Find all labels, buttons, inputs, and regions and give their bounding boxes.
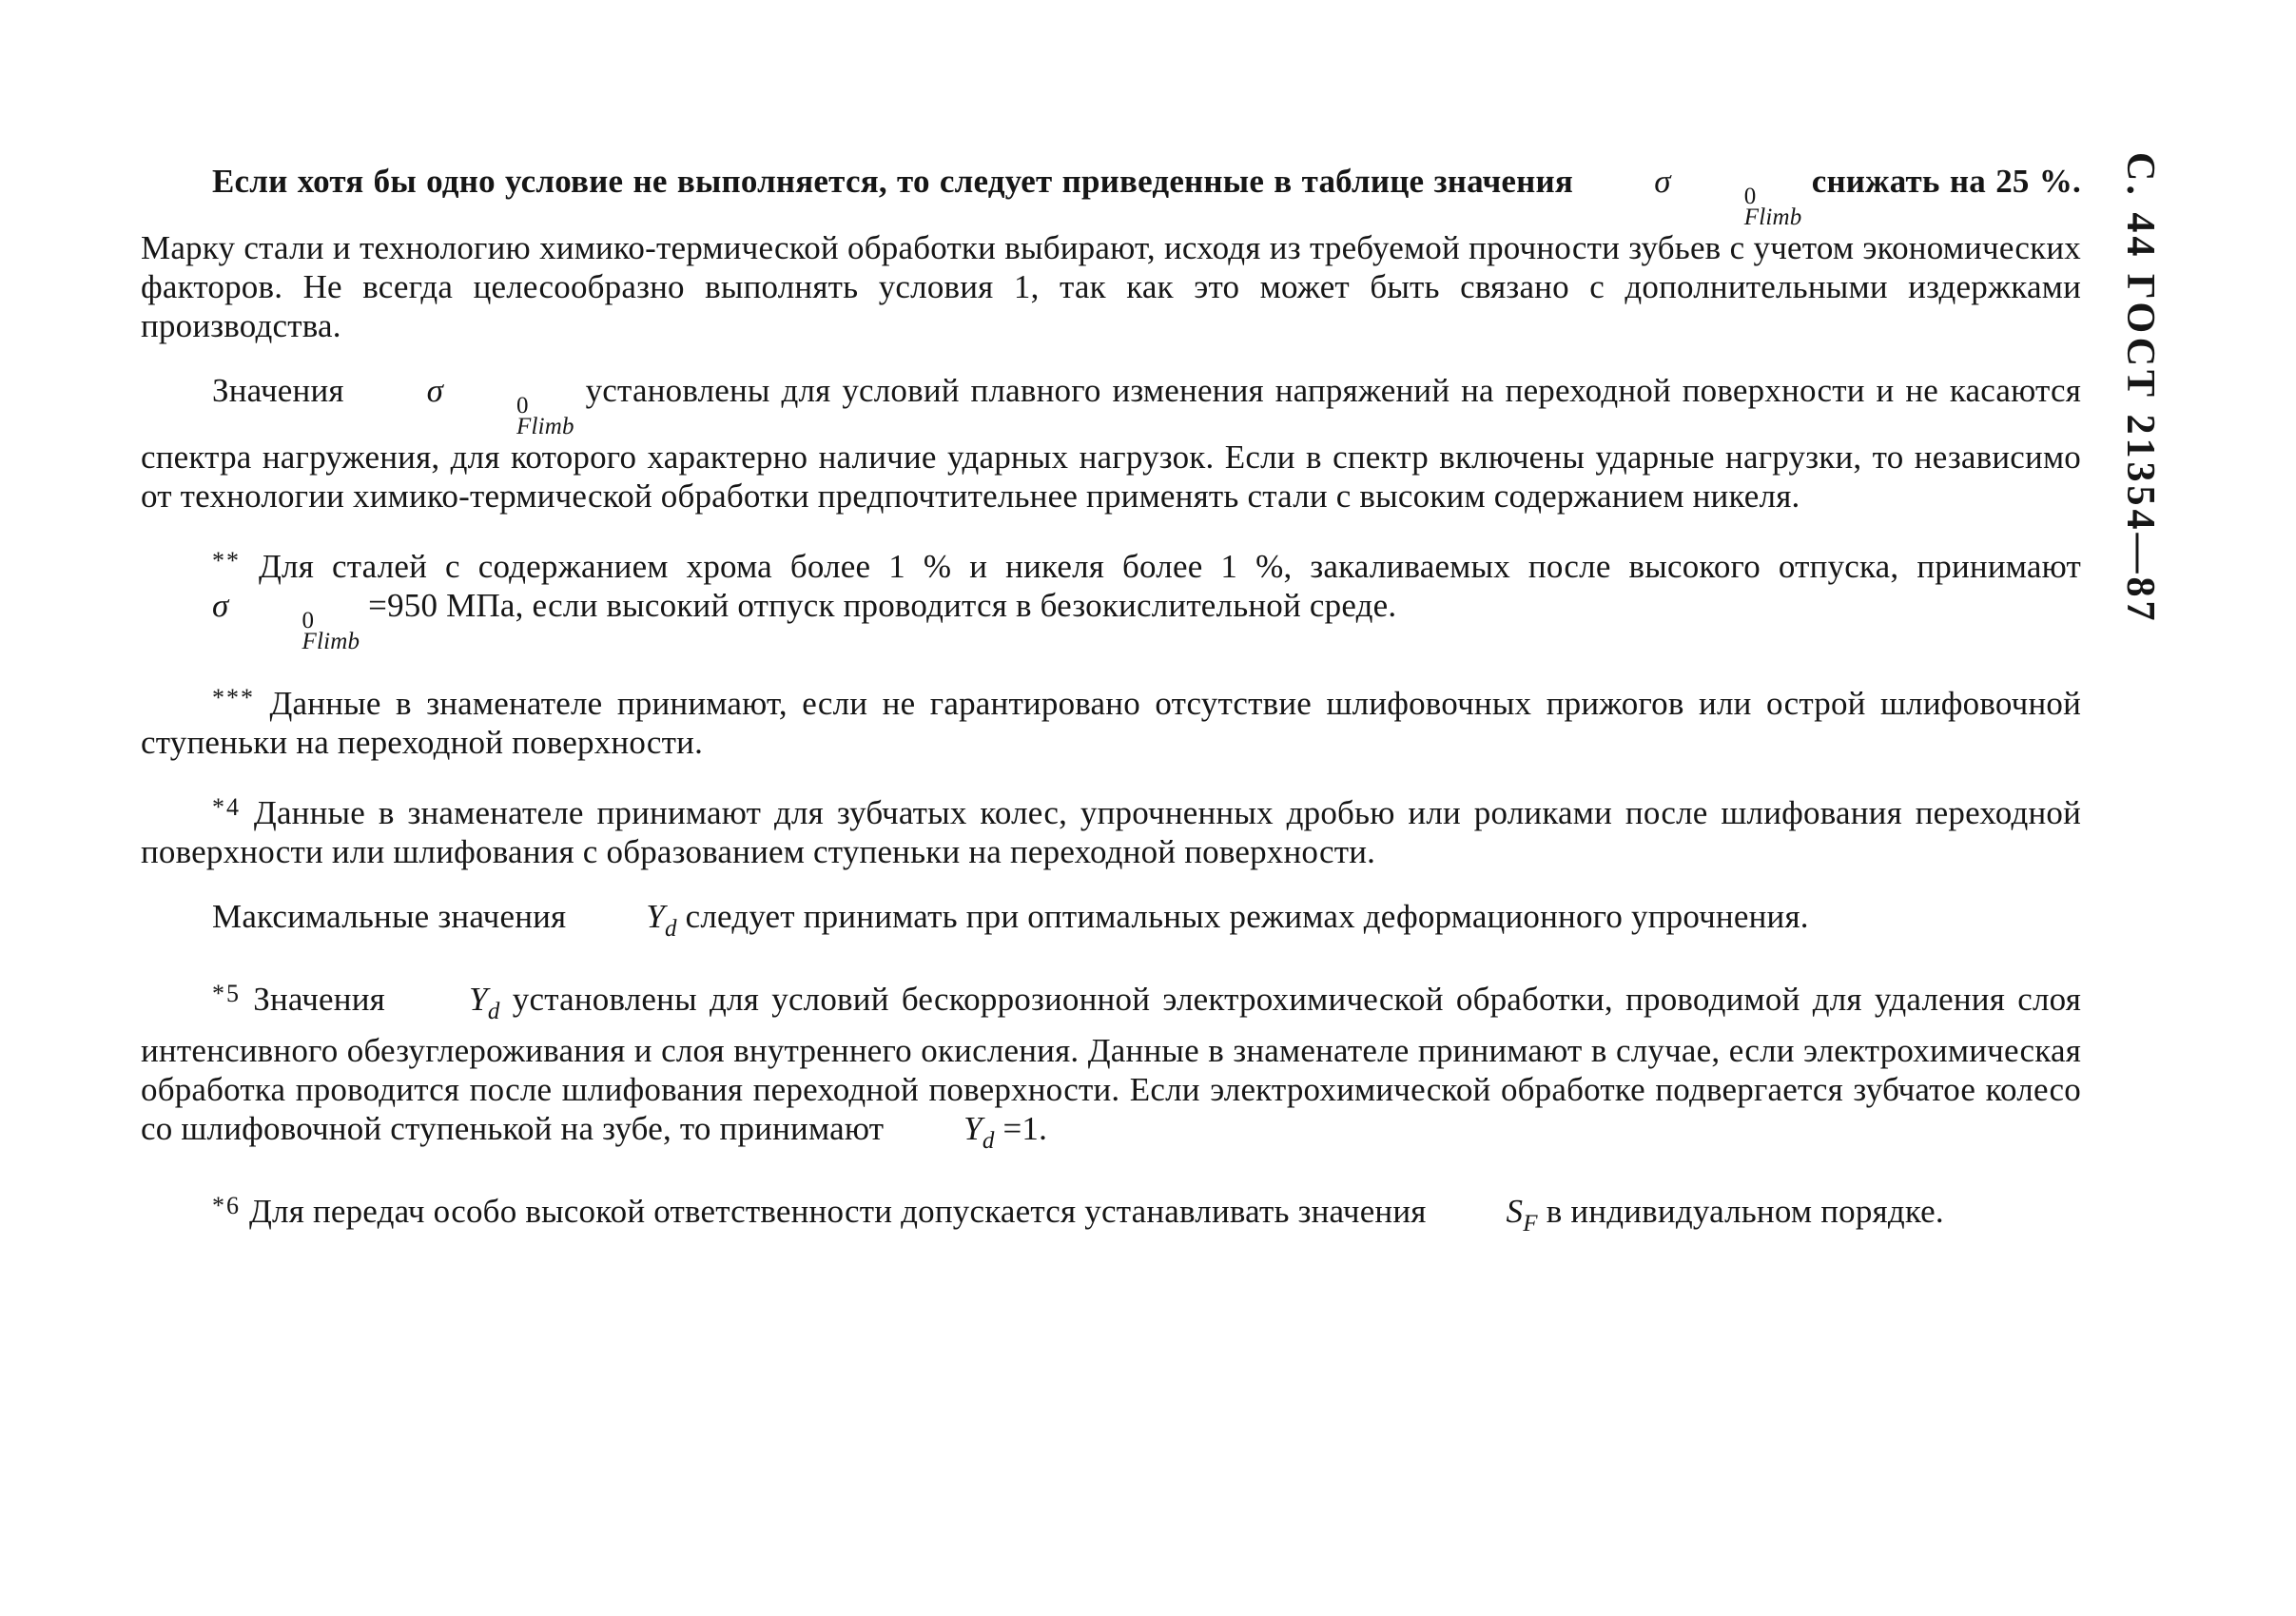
p6-text-b: следует принимать при оптимальных режимах деформационного упрочнения. <box>685 898 1809 935</box>
footnote-double-star <box>141 541 2081 652</box>
p1-text-b: снижать на 25 %. <box>1811 163 2081 200</box>
footnote-5 <box>141 974 2081 1160</box>
footnote-4 <box>141 788 2081 871</box>
sigma-flimb-symbol: σ 0 Flimb <box>212 587 360 654</box>
footnote-mark: *4 <box>212 793 241 821</box>
paragraph-max-yd <box>141 897 2081 948</box>
p7-text-b: установлены для условий бескоррозионной электрохимической обработки, проводимой для удаления слоя интенсивного обезуглероживания и слоя внутреннего окисления. Данные в знаменателе принимают в случае, если электрохимическая обработка проводится после шлифования переходной поверхности. Если электрохимической обработке подвергается зубчатое колесо со шлифовочной ступенькой на зубе, то принимают <box>141 981 2081 1147</box>
footnote-6 <box>141 1186 2081 1243</box>
footnote-mark: *** <box>212 684 255 711</box>
paragraph-condition-not-met <box>141 162 2081 345</box>
page-header-text: С. 44 ГОСТ 21354—87 <box>2118 152 2162 625</box>
footnote-mark: *5 <box>212 980 241 1007</box>
p3-text-a: Для сталей с содержанием хрома более 1 % и никеля более 1 %, закаливаемых после высокого отпуска, принимают <box>258 548 2081 585</box>
p8-text-b: в индивидуальном порядке. <box>1546 1193 1944 1230</box>
p7-text-c: =1. <box>1002 1110 1048 1147</box>
sigma-sub: Flimb <box>1743 204 1802 230</box>
p7-text-a: Значения <box>253 981 385 1018</box>
yd-symbol: $Y_d$ <box>963 1110 995 1154</box>
p8-text-a: Для передач особо высокой ответственности допускается устанавливать значения <box>248 1193 1427 1230</box>
sf-symbol: $S_F$ <box>1506 1193 1538 1236</box>
p5-text-a: Данные в знаменателе принимают для зубчатых колес, упрочненных дробью или роликами после шлифования переходной поверхности или шлифования с образованием ступеньки на переходной поверхности. <box>141 794 2082 870</box>
page-header-vertical <box>2115 152 2172 625</box>
body-text <box>141 162 2081 1269</box>
p2-text-b: установлены для условий плавного изменения напряжений на переходной поверхности и не касаются спектра нагружения, для которого характерно наличие ударных нагрузок. Если в спектр включены ударные нагрузки, то независимо от технологии химико-термической обработки предпочтительнее применять стали с высоким содержанием никеля. <box>141 372 2081 515</box>
sigma-flimb-symbol <box>1583 162 1801 228</box>
footnote-triple-star <box>141 678 2081 762</box>
paragraph-sigma-values <box>141 371 2081 516</box>
p1-text-c: Марку стали и технологию химико-термической обработки выбирают, исходя из требуемой прочности зубьев с учетом экономических факторов. Не всегда целесообразно выполнять условия 1, так как это может быть связано с дополнительными издержками производства. <box>141 229 2081 344</box>
p2-text-a: Значения <box>212 372 344 409</box>
sigma-sup: 0 <box>1743 184 1757 209</box>
p3-text-b: =950 МПа, если высокий отпуск проводится в безокислительной среде. <box>368 587 1397 624</box>
sigma-flimb-symbol: σ 0 Flimb <box>426 372 574 439</box>
p6-text-a: Максимальные значения <box>212 898 567 935</box>
sigma-base: σ <box>1654 163 1671 200</box>
yd-symbol: $Y_d$ <box>646 898 677 942</box>
p4-text-a: Данные в знаменателе принимают, если не гарантировано отсутствие шлифовочных прижогов или острой шлифовочной ступеньки на переходной поверхности. <box>141 685 2081 761</box>
p1-text-a: Если хотя бы одно условие не выполняется, то следует приведенные в таблице значения <box>212 163 1574 200</box>
footnote-mark: *6 <box>212 1192 241 1219</box>
footnote-mark: ** <box>212 547 241 574</box>
yd-symbol: $Y_d$ <box>469 981 500 1024</box>
